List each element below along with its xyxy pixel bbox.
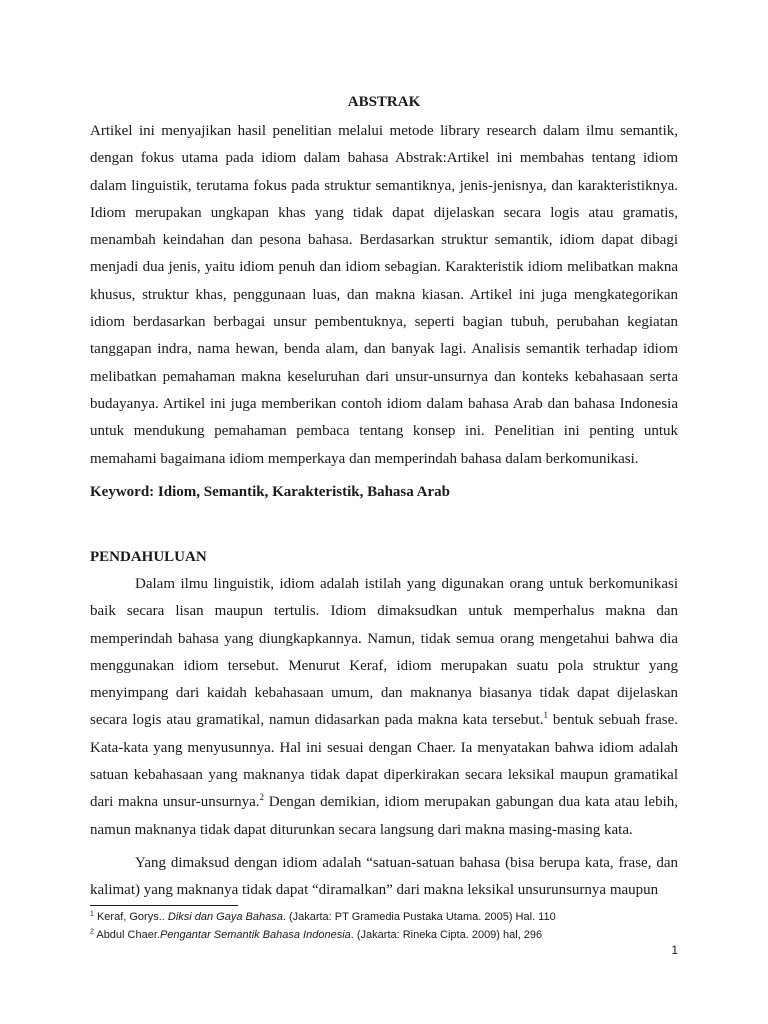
footnote-publication: . (Jakarta: Rineka Cipta. 2009) hal, 296	[350, 929, 543, 941]
abstract-body: Artikel ini menyajikan hasil penelitian melalui metode library research dalam ilmu semantik, dengan fokus utama pada idiom dalam bahasa Abstrak:Artikel ini membahas tentang idiom dalam linguistik, terutama fokus pada struktur semantiknya, jenis-jenisnya, dan karakteristiknya. Idiom merupakan ungkapan khas yang tidak dapat dijelaskan secara logis atau gramatis, menambah keindahan dan pesona bahasa. Berdasarkan struktur semantik, idiom dapat dibagi menjadi dua jenis, yaitu idiom penuh dan idiom sebagian. Karakteristik idiom melibatkan makna khusus, struktur khas, penggunaan luas, dan makna kiasan. Artikel ini juga mengkategorikan idiom berdasarkan berbagai unsur pembentuknya, seperti bagian tubuh, perubahan kegiatan tanggapan indra, nama hewan, benda alam, dan banyak lagi. Analisis semantik terhadap idiom melibatkan pemahaman makna keseluruhan dari unsur-unsurnya dan konteks kebahasaan serta budayanya. Artikel ini juga memberikan contoh idiom dalam bahasa Arab dan bahasa Indonesia untuk mendukung pemahaman pembaca tentang konsep ini. Penelitian ini penting untuk memahami bagaimana idiom memperkaya dan memperindah bahasa dalam berkomunikasi.	[90, 123, 678, 467]
intro-p1-text-1: Dalam ilmu linguistik, idiom adalah istilah yang digunakan orang untuk berkomunikasi baik secara lisan maupun tertulis. Idiom dimaksudkan untuk memperhalus makna dan memperindah bahasa yang diungkapkannya. Namun, tidak semua orang mengetahui bahwa dia menggunakan idiom tersebut. Menurut Keraf, idiom merupakan suatu pola struktur yang menyimpang dari kaidah kebahasaan umum, dan maknanya biasanya tidak dapat dijelaskan secara logis atau gramatikal, namun didasarkan pada makna kata tersebut.	[90, 576, 678, 729]
section-heading-pendahuluan: PENDAHULUAN	[90, 549, 207, 565]
intro-paragraph-2: Yang dimaksud dengan idiom adalah “satuan-satuan bahasa (bisa berupa kata, frase, dan kalimat) yang maknanya tidak dapat “diramalkan” dari makna leksikal unsurunsurnya maupun	[90, 855, 678, 899]
footnote-ref-2[interactable]: 2	[259, 792, 265, 803]
footnote-ref-1[interactable]: 1	[543, 710, 549, 721]
footnote-publication: . (Jakarta: PT Gramedia Pustaka Utama. 2005) Hal. 110	[282, 911, 556, 923]
footnote-2	[90, 927, 690, 943]
footnote-author: Keraf, Gorys..	[93, 911, 168, 923]
footnote-1	[90, 909, 690, 925]
footnote-book-title: Pengantar Semantik Bahasa Indonesia	[159, 929, 351, 941]
footnote-number: 1	[90, 910, 94, 918]
footnote-number: 2	[90, 928, 94, 936]
intro-p1-text-2: bentuk sebuah frase. Kata-kata yang menyusunnya. Hal ini sesuai dengan Chaer. Ia menyatakan bahwa idiom adalah satuan kebahasaan yang maknanya tidak dapat diperkirakan secara leksikal maupun gramatikal dari makna unsur-unsurnya.	[90, 712, 678, 811]
keywords: Keyword: Idiom, Semantik, Karakteristik, Bahasa Arab	[90, 484, 451, 500]
abstract-title: ABSTRAK	[347, 94, 421, 110]
intro-p1-text-3: Dengan demikian, idiom merupakan gabungan dua kata atau lebih, namun maknanya tidak dapat diturunkan secara langsung dari makna masing-masing kata.	[90, 794, 678, 838]
intro-paragraph-1	[90, 571, 678, 844]
footnote-author: Abdul Chaer.	[93, 929, 160, 941]
page-number: 1	[671, 943, 678, 957]
footnote-separator	[90, 905, 238, 906]
footnote-book-title: Diksi dan Gaya Bahasa	[167, 911, 283, 923]
